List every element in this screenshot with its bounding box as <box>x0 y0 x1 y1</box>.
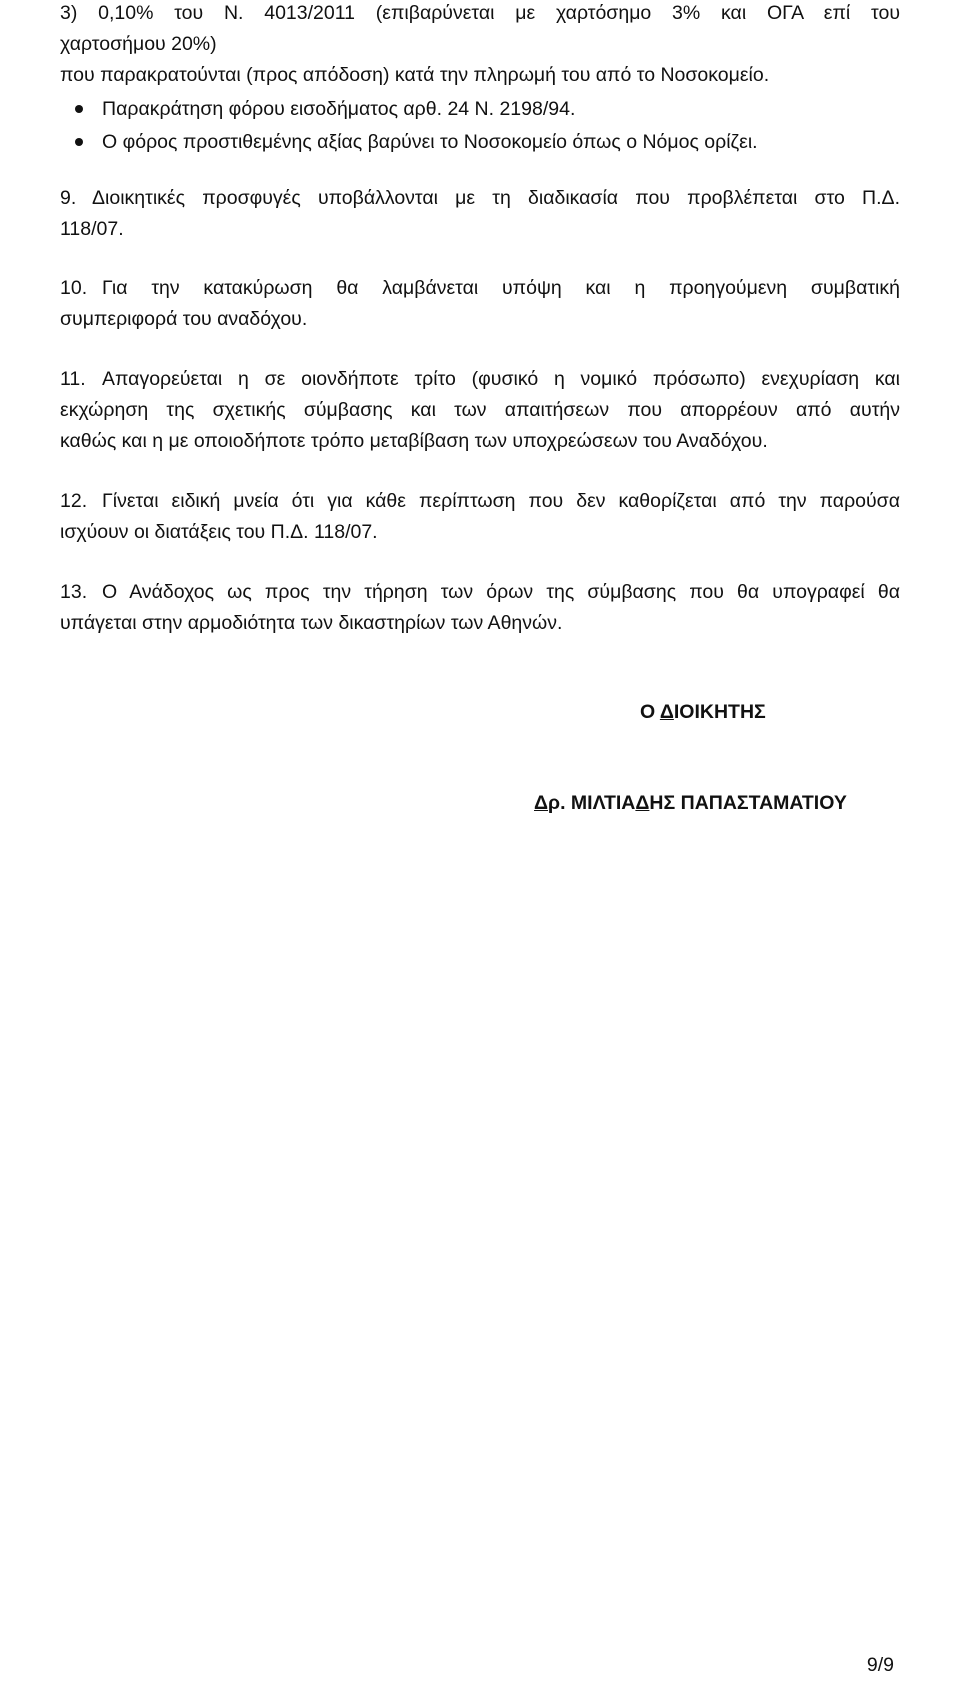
clause-line: Για την κατακύρωση θα λαμβάνεται υπόψη και η προηγούμενη συμβατική <box>102 277 900 299</box>
clause-line: καθώς και η με οποιοδήποτε τρόπο μεταβίβαση των υποχρεώσεων του Αναδόχου. <box>60 430 768 452</box>
clause-number: 13. <box>60 581 88 603</box>
clause-line: 118/07. <box>60 218 124 240</box>
clause-line: Ο Ανάδοχος ως προς την τήρηση των όρων της σύμβασης που θα υπογραφεί θα <box>102 581 900 603</box>
clause-line: Απαγορεύεται η σε οιονδήποτε τρίτο (φυσικό η νομικό πρόσωπο) ενεχυρίαση και <box>102 368 900 390</box>
clause-line: συμπεριφορά του αναδόχου. <box>60 308 308 330</box>
item3-line3: που παρακρατούνται (προς απόδοση) κατά την πληρωμή του από το Νοσοκομείο. <box>60 64 770 86</box>
signatory-name: Δρ. ΜΙΛΤΙΑΔΗΣ ΠΑΠΑΣΤΑΜΑΤΙΟΥ <box>534 792 847 814</box>
signatory-title: Ο ΔΙΟΙΚΗΤΗΣ <box>640 701 766 723</box>
clause-line: Γίνεται ειδική μνεία ότι για κάθε περίπτωση που δεν καθορίζεται από την παρούσα <box>102 490 900 512</box>
clause-line: εκχώρηση της σχετικής σύμβασης και των απαιτήσεων που απορρέουν από αυτήν <box>60 399 900 421</box>
item3-line2: χαρτοσήμου 20%) <box>60 33 217 55</box>
page-number: 9/9 <box>866 1654 894 1676</box>
clause-number: 11. <box>60 368 86 390</box>
bullet-text: Παρακράτηση φόρου εισοδήματος αρθ. 24 Ν. 2198/94. <box>102 98 576 120</box>
clause-line: υπάγεται στην αρμοδιότητα των δικαστηρίων των Αθηνών. <box>60 612 563 634</box>
bullet-text: Ο φόρος προστιθεμένης αξίας βαρύνει το Νοσοκομείο όπως ο Νόμος ορίζει. <box>102 131 758 153</box>
clause-number: 10. <box>60 277 88 299</box>
bullet-icon <box>75 138 83 146</box>
clause-number: 9. <box>60 187 77 209</box>
item3-line1: 3) 0,10% του Ν. 4013/2011 (επιβαρύνεται με χαρτόσημο 3% και ΟΓΑ επί του <box>60 2 900 24</box>
clause-line: ισχύουν οι διατάξεις του Π.Δ. 118/07. <box>60 521 378 543</box>
clause-number: 12. <box>60 490 88 512</box>
clause-line: Διοικητικές προσφυγές υποβάλλονται με τη διαδικασία που προβλέπεται στο Π.Δ. <box>92 187 900 209</box>
bullet-icon <box>75 105 83 113</box>
